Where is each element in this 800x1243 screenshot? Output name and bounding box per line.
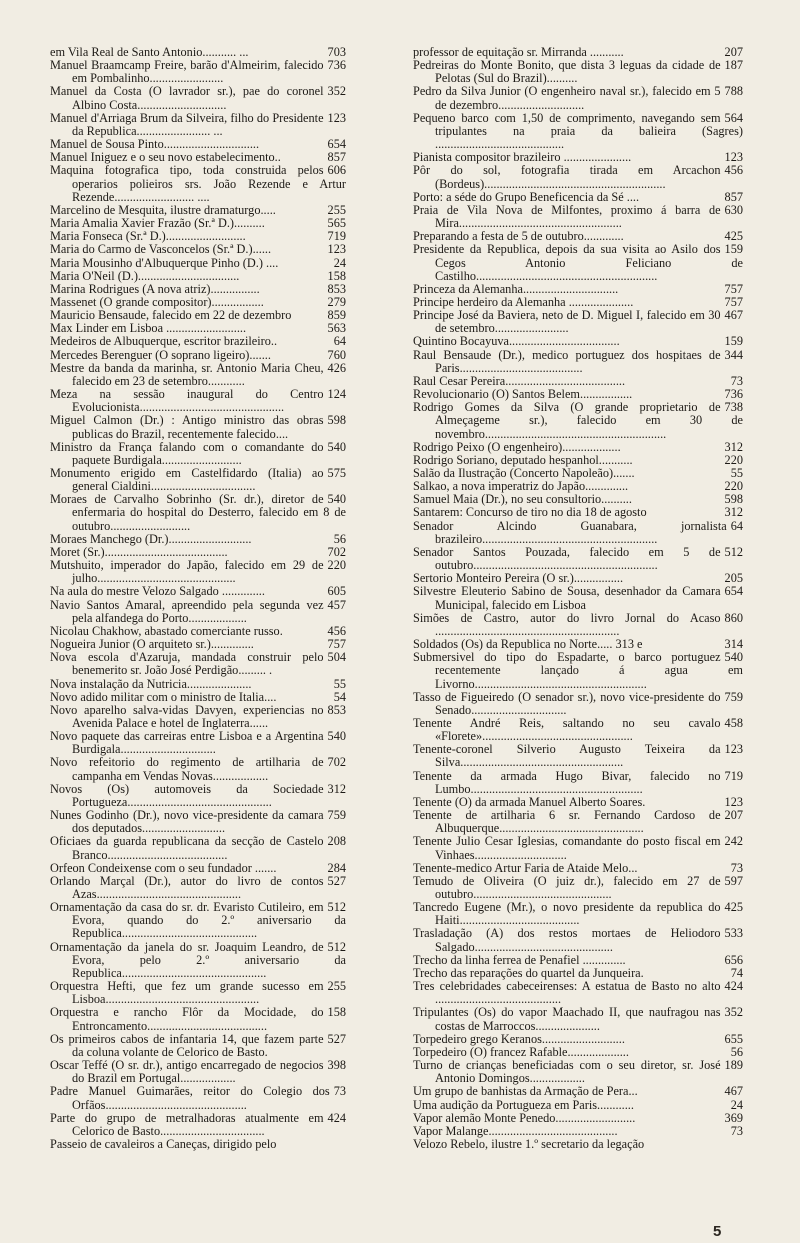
index-entry [50, 362, 346, 388]
index-entry-page: 189 [721, 1059, 743, 1072]
index-entry-page: 719 [721, 770, 743, 783]
index-entry-text: Vapor alemão Monte Penedo.......................... [413, 1110, 636, 1125]
index-entry [413, 612, 743, 638]
index-entry-text: Maria Mousinho d'Albuquerque Pinho (D.) .... [50, 255, 279, 270]
index-entry-text: Manuel da Costa (O lavrador sr.), pae do coronel Albino Costa............................. [50, 84, 324, 112]
index-entry-text: Tres celebridades cabeceirenses: A estatua de Basto no alto ......................................... [413, 979, 721, 1007]
index-entry [50, 809, 346, 835]
index-entry [413, 520, 743, 546]
index-entry-text: Torpedeiro grego Keranos........................... [413, 1031, 625, 1046]
index-entry-page: 24 [727, 1099, 743, 1112]
index-entry-page: 424 [324, 1112, 346, 1125]
index-entry-text: Simões de Castro, autor do livro Jornal do Acaso ............................................................ [413, 610, 721, 638]
index-entry-text: Monumento erigido em Castelfidardo (Italia) ao general Cialdini.................................. [50, 466, 324, 494]
index-entry [413, 875, 743, 901]
index-entry-text: Um grupo de banhistas da Armação de Pera... [413, 1084, 638, 1099]
index-entry-text: Maria do Carmo de Vasconcelos (Sr.ª D.)...... [50, 242, 272, 257]
index-column-right [413, 46, 743, 1151]
index-entry-text: Mutshuito, imperador do Japão, falecido em 29 de julho............................................. [50, 558, 324, 586]
index-entry [50, 651, 346, 677]
index-entry [413, 112, 743, 151]
index-entry-page: 123 [721, 796, 743, 809]
index-entry-text: Novos (Os) automoveis da Sociedade Portugueza............................................... [50, 781, 324, 809]
index-entry-text: Uma audição da Portugueza em Paris............ [413, 1097, 634, 1112]
index-entry-page: 736 [324, 59, 346, 72]
index-entry-page: 242 [721, 835, 743, 848]
index-entry-page: 425 [721, 901, 743, 914]
index-entry [413, 770, 743, 796]
index-entry-page: 575 [324, 467, 346, 480]
index-entry-text: Medeiros de Albuquerque, escritor brazileiro.. [50, 334, 278, 349]
index-entry-text: Sertorio Monteiro Pereira (O sr.)................ [413, 571, 624, 586]
index-entry-text: Novo adido militar com o ministro de Italia.... [50, 689, 277, 704]
index-entry-page: 759 [721, 691, 743, 704]
index-entry-text: Salkao, a nova imperatriz do Japão.............. [413, 479, 629, 494]
index-entry-text: Maria Amalia Xavier Frazão (Sr.ª D.).......... [50, 216, 265, 231]
index-entry [50, 901, 346, 940]
index-entry [50, 112, 346, 138]
index-entry-page: 736 [721, 388, 743, 401]
index-entry-page: 757 [721, 283, 743, 296]
index-entry-page: 857 [721, 191, 743, 204]
index-entry-page: 312 [721, 441, 743, 454]
index-entry-text: Principe herdeiro da Alemanha ..................... [413, 294, 634, 309]
index-entry [50, 559, 346, 585]
index-entry [50, 1112, 346, 1138]
index-entry-page: 255 [324, 204, 346, 217]
index-entry-text: Miguel Calmon (Dr.) : Antigo ministro das obras publicas do Brazil, recentemente falecido.... [50, 413, 324, 441]
index-entry [50, 730, 346, 756]
index-entry-text: Raul Cesar Pereira....................................... [413, 373, 626, 388]
index-entry-text: Nova instalação da Nutricia..................... [50, 676, 252, 691]
index-entry [413, 691, 743, 717]
index-entry-text: Tancredo Eugene (Mr.), o novo presidente da republica do Haiti....................................... [413, 900, 721, 928]
index-entry [50, 980, 346, 1006]
index-entry-page: 64 [330, 335, 346, 348]
index-entry-text: Padre Manuel Guimarães, reitor do Colegio dos Orfãos.............................................. [50, 1084, 330, 1112]
index-entry-text: Pianista compositor brazileiro ...................... [413, 150, 632, 165]
index-entry-page: 853 [324, 283, 346, 296]
index-entry-page: 654 [721, 585, 743, 598]
index-entry-page: 312 [324, 783, 346, 796]
index-entry-page: 527 [324, 1033, 346, 1046]
index-entry [413, 59, 743, 85]
index-entry-text: Manuel de Sousa Pinto............................... [50, 137, 260, 152]
index-entry [50, 875, 346, 901]
index-entry-page: 512 [721, 546, 743, 559]
index-entry [413, 585, 743, 611]
index-entry-page: 456 [324, 625, 346, 638]
index-entry-text: Orquestra Hefti, que fez um grande sucesso em Lisboa.................................................. [50, 979, 324, 1007]
index-entry-page: 467 [721, 1085, 743, 1098]
index-entry-text: Nicolau Chakhow, abastado comerciante russo. [50, 623, 283, 638]
index-entry-text: Tenente da armada Hugo Bivar, falecido no Lumbo........................................................ [413, 768, 721, 796]
index-entry-page: 220 [324, 559, 346, 572]
index-entry-text: Senador Santos Pouzada, falecido em 5 de outubro............................................................ [413, 544, 721, 573]
index-entry [413, 85, 743, 111]
index-entry-page: 425 [721, 230, 743, 243]
index-entry-page: 54 [330, 691, 346, 704]
index-entry-text: Pedreiras do Monte Bonito, que dista 3 leguas da cidade de Pelotas (Sul do Brazil).......... [413, 58, 721, 86]
index-entry-page: 564 [721, 112, 743, 125]
index-entry-page: 55 [727, 467, 743, 480]
index-entry-text: Novo paquete das carreiras entre Lisboa e a Argentina Burdigala............................... [50, 729, 324, 757]
index-entry-page: 187 [721, 59, 743, 72]
index-entry-text: Marina Rodrigues (A nova atriz)................ [50, 281, 260, 296]
index-entry-text: Meza na sessão inaugural do Centro Evolucionista............................................... [50, 387, 324, 415]
index-entry-page: 598 [721, 493, 743, 506]
index-entry [413, 809, 743, 835]
index-entry-text: Max Linder em Lisboa .......................... [50, 321, 247, 336]
index-entry-text: Tenente (O) da armada Manuel Alberto Soares. [413, 794, 646, 809]
index-entry [50, 783, 346, 809]
index-entry-page: 73 [727, 375, 743, 388]
index-entry-page: 255 [324, 980, 346, 993]
index-entry [413, 401, 743, 440]
index-entry-text: Oscar Teffé (O sr. dr.), antigo encarregado de negocios do Brazil em Portugal.................. [50, 1058, 324, 1086]
index-entry [413, 1006, 743, 1032]
index-entry-page: 424 [721, 980, 743, 993]
index-entry-page: 398 [324, 1059, 346, 1072]
index-entry [413, 901, 743, 927]
index-entry-text: Tasso de Figueiredo (O senador sr.), novo vice-presidente do Senado............................... [413, 689, 721, 717]
index-entry-text: professor de equitação sr. Mirranda ........... [413, 45, 624, 59]
index-entry-text: Torpedeiro (O) francez Rafable.................... [413, 1044, 629, 1059]
index-entry-page: 512 [324, 941, 346, 954]
index-entry-page: 654 [324, 138, 346, 151]
index-entry-page: 759 [324, 809, 346, 822]
index-entry-page: 159 [721, 243, 743, 256]
index-entry-page: 703 [324, 46, 346, 59]
index-entry-text: Maria O'Neil (D.)................................. [50, 268, 240, 283]
index-entry-page: 73 [727, 862, 743, 875]
index-entry-text: Tenente de artilharia 6 sr. Fernando Cardoso de Albuquerque............................................... [413, 808, 721, 836]
index-entry-text: Senador Alcindo Guanabara, jornalista brazileiro......................................................... [413, 518, 727, 546]
index-entry-page: 123 [324, 243, 346, 256]
index-entry-text: Rodrigo Gomes da Silva (O grande proprietario de Almeçageme sr.), falecido em 30 de novembro........................................................... [413, 400, 743, 441]
index-entry-text: Tenente-coronel Silverio Augusto Teixeira da Silva..................................................... [413, 742, 721, 770]
index-entry-text: Manuel Iniguez e o seu novo estabelecimento.. [50, 150, 281, 165]
index-entry-page: 540 [324, 730, 346, 743]
index-entry-page: 158 [324, 270, 346, 283]
index-entry-text: Os primeiros cabos de infantaria 14, que fazem parte da coluna volante de Celorico de Basto. [50, 1031, 324, 1059]
index-entry-page: 56 [727, 1046, 743, 1059]
index-entry-text: Maquina fotografica tipo, toda construida pelos operarios polieiros srs. João Rezende e Artur Rezende.......................... .... [50, 163, 346, 204]
index-entry-text: Manuel Braamcamp Freire, barão d'Almeirim, falecido em Pombalinho........................ [50, 58, 324, 86]
index-entry-page: 207 [721, 809, 743, 822]
index-entry [50, 85, 346, 111]
index-entry [413, 927, 743, 953]
index-entry-page: 123 [721, 743, 743, 756]
index-entry-text: Mauricio Bensaude, falecido em 22 de dezembro [50, 308, 292, 323]
index-entry [50, 599, 346, 625]
index-entry [50, 164, 346, 203]
index-entry [50, 388, 346, 414]
index-entry-text: Novo aparelho salva-vidas Davyen, experiencias no Avenida Palace e hotel de Inglaterra...... [50, 702, 324, 730]
index-entry-text: Turno de crianças beneficiadas com o seu diretor, sr. José Antonio Domingos.................. [413, 1058, 721, 1086]
index-entry [50, 1033, 346, 1059]
index-entry-text: Navio Santos Amaral, apreendido pela segunda vez pela alfandega do Porto................... [50, 597, 324, 625]
index-entry-page: 860 [721, 612, 743, 625]
index-entry-text: Moraes de Carvalho Sobrinho (Sr. dr.), diretor de enfermaria do hospital do Desterro, falecido em 8 de outubro.......................... [50, 492, 346, 533]
index-entry-text: Ornamentação da casa do sr. dr. Evaristo Cutileiro, em Evora, quando do 2.º aniversario da Republica............................................ [50, 900, 346, 941]
index-entry [50, 1059, 346, 1085]
index-entry [50, 756, 346, 782]
index-entry-page: 467 [721, 309, 743, 322]
index-entry-text: Maria Fonseca (Sr.ª D.).......................... [50, 229, 246, 244]
index-entry [50, 835, 346, 861]
index-entry [413, 980, 743, 1006]
index-entry-page: 207 [721, 46, 743, 59]
index-entry-text: Orfeon Condeixense com o seu fundador ....... [50, 860, 277, 875]
index-entry-page: 859 [324, 309, 346, 322]
index-entry-page: 369 [721, 1112, 743, 1125]
index-entry-page: 504 [324, 651, 346, 664]
index-entry-page: 284 [324, 862, 346, 875]
index-entry-text: Temudo de Oliveira (O juiz dr.), falecido em 27 de outubro............................................. [413, 873, 721, 901]
index-entry-page: 123 [721, 151, 743, 164]
index-entry-text: Orquestra e rancho Flôr da Mocidade, do Entroncamento....................................... [50, 1005, 324, 1033]
index-entry [413, 835, 743, 861]
index-entry-page: 73 [330, 1085, 346, 1098]
index-entry [50, 441, 346, 467]
index-entry-page: 124 [324, 388, 346, 401]
index-entry-text: Novo refeitorio do regimento de artilharia de campanha em Vendas Novas.................. [50, 755, 324, 783]
index-entry-text: Velozo Rebelo, ilustre 1.º secretario da legação [413, 1136, 645, 1151]
index-entry-text: Presidente da Republica, depois da sua visita ao Asilo dos Cegos Antonio Feliciano de Castilho........................................................... [413, 242, 743, 283]
index-entry-text: Rodrigo Soriano, deputado hespanhol........... [413, 452, 633, 467]
index-entry-page: 55 [330, 678, 346, 691]
index-entry [413, 651, 743, 690]
index-entry-page: 857 [324, 151, 346, 164]
index-entry-page: 656 [721, 954, 743, 967]
index-entry [50, 1085, 346, 1111]
index-entry [50, 493, 346, 532]
index-entry-page: 853 [324, 704, 346, 717]
index-entry-page: 757 [721, 296, 743, 309]
index-entry-text: Mestre da banda da marinha, sr. Antonio Maria Cheu, falecido em 23 de setembro............ [50, 360, 324, 388]
index-entry-text: Rodrigo Peixo (O engenheiro)................... [413, 439, 621, 454]
index-entry-text: Vapor Malange.......................................... [413, 1123, 618, 1138]
index-entry-page: 630 [721, 204, 743, 217]
index-entry-text: Tenente André Reis, saltando no seu cavalo «Florete»................................................. [413, 715, 721, 744]
index-entry-text: Pôr do sol, fotografia tirada em Arcachon (Bordeus)........................................................... [413, 163, 721, 191]
index-entry-text: Ornamentação da janela do sr. Joaquim Leandro, de Evora, pelo 2.º aniversario da Republica............................................... [50, 939, 346, 980]
index-entry-page: 540 [721, 651, 743, 664]
index-entry-page: 74 [727, 967, 743, 980]
index-entry [413, 164, 743, 190]
index-entry [50, 941, 346, 980]
index-entry-text: Orlando Marçal (Dr.), autor do livro de contos Azas............................................... [50, 873, 324, 901]
index-entry-text: Revolucionario (O) Santos Belem................. [413, 387, 633, 402]
index-entry-page: 344 [721, 349, 743, 362]
index-entry-page: 426 [324, 362, 346, 375]
index-entry-page: 56 [330, 533, 346, 546]
index-entry-page: 597 [721, 875, 743, 888]
index-entry-text: Pedro da Silva Junior (O engenheiro naval sr.), falecido em 5 de dezembro............................ [413, 84, 721, 112]
index-entry [413, 546, 743, 572]
index-entry-text: Salão da Ilustração (Concerto Napoleão)....... [413, 466, 635, 480]
index-entry-page: 208 [324, 835, 346, 848]
index-entry [413, 1138, 743, 1151]
index-entry-text: Nunes Godinho (Dr.), novo vice-presidente da camara dos deputados........................... [50, 808, 324, 836]
index-entry-page: 314 [721, 638, 743, 651]
index-entry-page: 512 [324, 901, 346, 914]
index-entry-text: Praia de Vila Nova de Milfontes, proximo á barra de Mira..................................................... [413, 202, 721, 231]
index-entry-page: 352 [721, 1006, 743, 1019]
index-entry-page: 533 [721, 927, 743, 940]
index-entry-page: 702 [324, 546, 346, 559]
index-entry [50, 414, 346, 440]
index-entry-page: 565 [324, 217, 346, 230]
index-entry-text: Samuel Maia (Dr.), no seu consultorio.......... [413, 492, 632, 507]
index-entry-text: em Vila Real de Santo Antonio........... ... [50, 45, 249, 59]
index-entry-text: Moraes Manchego (Dr.)........................... [50, 531, 252, 546]
index-entry-text: Mercedes Berenguer (O soprano ligeiro)....... [50, 347, 271, 362]
index-entry-text: Raul Bensaude (Dr.), medico portuguez dos hospitaes de Paris........................................ [413, 347, 721, 375]
index-entry-page: 64 [727, 520, 743, 533]
index-entry-text: Ministro da França falando com o comandante do paquete Burdigala.......................... [50, 439, 324, 467]
index-entry [50, 704, 346, 730]
index-entry-text: Na aula do mestre Velozo Salgado .............. [50, 584, 265, 599]
index-entry-page: 760 [324, 349, 346, 362]
index-entry-page: 540 [324, 441, 346, 454]
index-entry-text: Nogueira Junior (O arquiteto sr.).............. [50, 637, 254, 652]
index-entry-text: Parte do grupo de metralhadoras atualmente em Celorico de Basto.................................. [50, 1110, 324, 1138]
index-entry-page: 312 [721, 506, 743, 519]
index-entry-page: 655 [721, 1033, 743, 1046]
index-entry-page: 220 [721, 454, 743, 467]
index-entry-text: Manuel d'Arriaga Brum da Silveira, filho do Presidente da Republica........................ ... [50, 110, 324, 138]
index-entry-page: 527 [324, 875, 346, 888]
index-entry [50, 1006, 346, 1032]
index-entry-page: 540 [324, 493, 346, 506]
index-entry-text: Passeio de cavaleiros a Caneças, dirigido pelo [50, 1136, 277, 1151]
index-entry [50, 1138, 346, 1151]
index-entry-page: 220 [721, 480, 743, 493]
index-entry-page: 563 [324, 322, 346, 335]
index-entry-text: Submersivel do tipo do Espadarte, o barco portuguez recentemente lançado á agua em Livorno........................................................ [413, 650, 743, 691]
index-entry-page: 24 [330, 257, 346, 270]
index-entry [50, 467, 346, 493]
index-entry-text: Pequeno barco com 1,50 de comprimento, navegando sem tripulantes na praia da balieira (Sagres) .......................................... [413, 110, 743, 152]
index-entry-page: 279 [324, 296, 346, 309]
index-entry-text: Trecho da linha ferrea de Penafiel .............. [413, 952, 626, 967]
index-entry-page: 719 [324, 230, 346, 243]
index-column-left [50, 46, 346, 1151]
index-entry-text: Preparando a festa de 5 de outubro............. [413, 229, 624, 244]
index-entry-text: Trasladação (A) dos restos mortaes de Heliodoro Salgado............................................. [413, 926, 721, 954]
index-entry-text: Oficiaes da guarda republicana da secção de Castelo Branco....................................... [50, 834, 324, 862]
index-entry-text: Soldados (Os) da Republica no Norte..... 313 e [413, 637, 643, 652]
index-entry-text: Silvestre Eleuterio Sabino de Sousa, desenhador da Camara Municipal, falecido em Lisboa [413, 584, 721, 612]
index-entry [413, 717, 743, 743]
index-entry [50, 59, 346, 85]
index-entry-page: 352 [324, 85, 346, 98]
index-entry [413, 349, 743, 375]
index-entry-text: Porto: a séde do Grupo Beneficencia da Sé .... [413, 189, 640, 204]
index-entry-page: 456 [721, 164, 743, 177]
index-entry-page: 458 [721, 717, 743, 730]
index-entry-text: Santarem: Concurso de tiro no dia 18 de agosto [413, 505, 647, 520]
index-entry-page: 606 [324, 164, 346, 177]
index-entry-page: 205 [721, 572, 743, 585]
index-entry [413, 1059, 743, 1085]
index-entry-page: 158 [324, 1006, 346, 1019]
index-entry-page: 757 [324, 638, 346, 651]
index-entry-text: Tenente Julio Cesar Iglesias, comandante do posto fiscal em Vinhaes.............................. [413, 834, 721, 862]
index-entry-page: 598 [324, 414, 346, 427]
index-entry-page: 457 [324, 599, 346, 612]
index-entry-text: Princeza da Alemanha............................... [413, 281, 619, 296]
index-entry [413, 743, 743, 769]
index-entry-text: Tripulantes (Os) do vapor Maachado II, que naufragou nas costas de Marroccos..................... [413, 1005, 721, 1033]
index-entry-text: Nova escola d'Azaruja, mandada construir pelo benemerito sr. João José Perdigão......... . [50, 650, 324, 678]
index-entry [413, 204, 743, 230]
index-entry-page: 738 [721, 401, 743, 414]
index-entry [413, 243, 743, 282]
index-entry-page: 605 [324, 585, 346, 598]
index-entry-text: Moret (Sr.)........................................ [50, 544, 228, 559]
index-entry-text: Massenet (O grande compositor)................. [50, 294, 264, 309]
index-entry-page: 73 [727, 1125, 743, 1138]
index-entry-page: 702 [324, 756, 346, 769]
index-entry [413, 309, 743, 335]
index-entry-text: Trecho das reparações do quartel da Junqueira. [413, 965, 644, 980]
index-entry-text: Marcelino de Mesquita, ilustre dramaturgo..... [50, 202, 276, 217]
index-entry-text: Principe José da Baviera, neto de D. Miguel I, falecido em 30 de setembro........................ [413, 308, 721, 336]
index-entry-page: 159 [721, 335, 743, 348]
page-number: 5 [713, 1223, 722, 1240]
index-entry-page: 788 [721, 85, 743, 98]
index-entry-text: Tenente-medico Artur Faria de Ataide Melo... [413, 860, 638, 875]
index-entry-page: 123 [324, 112, 346, 125]
index-entry-text: Quintino Bocayuva.................................... [413, 334, 620, 349]
